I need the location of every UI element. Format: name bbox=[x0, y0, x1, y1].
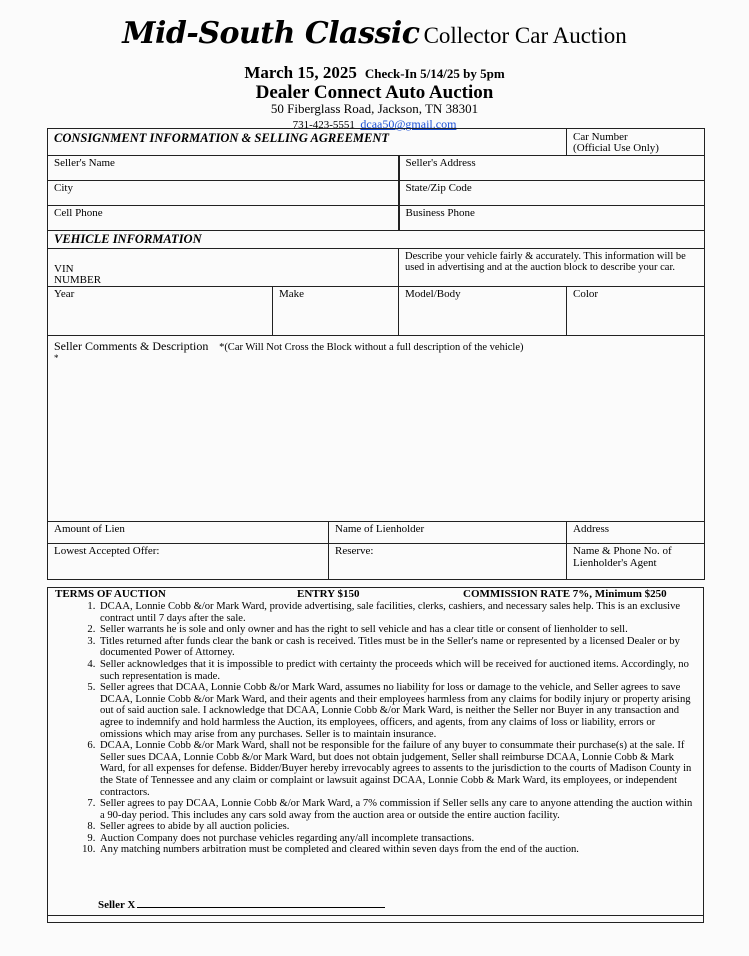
lowest-offer-field[interactable] bbox=[48, 544, 329, 580]
term-item: 4. Seller acknowledges that it is impossible to predict with certainty the proceeds which will be received for auctioned items. Accordingly, no such representation is made. bbox=[98, 659, 695, 682]
terms-list bbox=[48, 601, 703, 856]
term-item: 8. Seller agrees to abide by all auction policies. bbox=[98, 821, 695, 833]
term-item: 5. Seller agrees that DCAA, Lonnie Cobb &/or Mark Ward, assumes no liability for loss or damage to the vehicle, and Seller agrees to save DCAA, Lonnie Cobb &/or Mark Ward, and their agents and their employees harmless from any claims for bodily injury or property arising out of said auction sale. I acknowledge that DCAA, Lonnie Cobb &/or Mark Ward, is neither the Seller nor Buyer in any transaction and agree to indemnify and hold harmless the Auction, its employees, officers, and agents, from any claims of loss or liability, errors or omissions which may arise from any purchases. Seller is to maintain insurance. bbox=[98, 682, 695, 740]
comments-star: * bbox=[54, 353, 59, 363]
term-item: 3. Titles returned after funds clear the bank or cash is received. Titles must be in the Seller's name or represented by a licensed Dealer or by documented Power of Attorney. bbox=[98, 636, 695, 659]
reserve-label: Reserve: bbox=[335, 545, 374, 557]
lienholder-agent-field[interactable] bbox=[567, 544, 705, 580]
auction-date-line bbox=[0, 63, 749, 83]
state-zip-field[interactable] bbox=[399, 181, 705, 206]
checkin-info: Check-In 5/14/25 by 5pm bbox=[364, 66, 505, 81]
auction-title bbox=[0, 16, 749, 51]
vin-field[interactable] bbox=[48, 249, 399, 287]
comments-note: *(Car Will Not Cross the Block without a full description of the vehicle) bbox=[219, 342, 524, 353]
color-label: Color bbox=[573, 288, 599, 300]
terms-header bbox=[48, 588, 703, 601]
seller-signature-area[interactable] bbox=[98, 898, 385, 912]
term-item: 7. Seller agrees to pay DCAA, Lonnie Cobb &/or Mark Ward, a 7% commission if Seller sells any care to anyone attending the auction within a 90-day period. This includes any cars sold away from the auction area or outside the entire auction facility. bbox=[98, 798, 695, 821]
signature-line[interactable] bbox=[137, 898, 385, 908]
seller-signature-label: Seller X bbox=[98, 899, 136, 911]
year-label: Year bbox=[54, 288, 75, 300]
business-phone-field[interactable] bbox=[399, 206, 705, 231]
consignment-heading: CONSIGNMENT INFORMATION & SELLING AGREEMENT bbox=[48, 129, 567, 156]
lienholder-address-field[interactable] bbox=[567, 522, 705, 544]
terms-bottom-rule bbox=[48, 915, 703, 916]
term-item: 10. Any matching numbers arbitration must be completed and cleared within seven days from the end of the auction. bbox=[98, 844, 695, 856]
auction-date: March 15, 2025 bbox=[244, 63, 357, 82]
year-field[interactable] bbox=[48, 287, 273, 336]
car-number-label: Car Number bbox=[573, 131, 628, 143]
lienholder-name-label: Name of Lienholder bbox=[335, 523, 425, 535]
car-number-box[interactable] bbox=[567, 129, 705, 156]
phone-number: 731-423-5551 bbox=[292, 119, 355, 131]
vin-number-label: NUMBER bbox=[54, 274, 102, 286]
reserve-field[interactable] bbox=[329, 544, 567, 580]
comments-label: Seller Comments & Description bbox=[54, 339, 209, 353]
business-phone-label: Business Phone bbox=[405, 207, 475, 219]
lienholder-address-label: Address bbox=[573, 523, 610, 535]
term-item: 9. Auction Company does not purchase vehicles regarding any/all incomplete transactions. bbox=[98, 833, 695, 845]
make-label: Make bbox=[279, 288, 305, 300]
seller-name-label: Seller's Name bbox=[54, 157, 115, 169]
term-item: 2. Seller warrants he is sole and only owner and has the right to sell vehicle and has a clear title or consent of lienholder to sell. bbox=[98, 624, 695, 636]
entry-fee: ENTRY $150 bbox=[297, 588, 360, 600]
lienholder-name-field[interactable] bbox=[329, 522, 567, 544]
cell-phone-label: Cell Phone bbox=[54, 207, 103, 219]
terms-of-auction bbox=[47, 587, 704, 923]
vehicle-info-heading: VEHICLE INFORMATION bbox=[48, 231, 705, 249]
model-body-label: Model/Body bbox=[405, 288, 461, 300]
seller-address-label: Seller's Address bbox=[405, 157, 476, 169]
state-zip-label: State/Zip Code bbox=[405, 182, 472, 194]
seller-address-field[interactable] bbox=[399, 156, 705, 181]
vin-label: VIN bbox=[54, 263, 74, 275]
cell-phone-field[interactable] bbox=[48, 206, 399, 231]
color-field[interactable] bbox=[567, 287, 705, 336]
lienholder-agent-label: Name & Phone No. of Lienholder's Agent bbox=[573, 545, 672, 569]
lien-amount-label: Amount of Lien bbox=[54, 523, 125, 535]
title-script: Mid-South Classic bbox=[122, 16, 420, 51]
term-item: 6. DCAA, Lonnie Cobb &/or Mark Ward, shall not be responsible for the failure of any buyer to consummate their purchase(s) at the sale. If Seller sues DCAA, Lonnie Cobb &/or Mark Ward, but does not obtain judgement, Seller shall reimburse DCAA, Lonnie Cobb & Mark Ward, for all expenses for defense. Bidder/Buyer hereby irrevocably agrees to assents to the jurisdiction to the courts of Madison County in the State of Tennessee and any claim or complaint or lawsuit against DCAA, Lonnie Cobb & Mark Ward, its employees, or independent contractors. bbox=[98, 740, 695, 798]
make-field[interactable] bbox=[273, 287, 399, 336]
venue-address: 50 Fiberglass Road, Jackson, TN 38301 bbox=[270, 101, 479, 116]
describe-note: Describe your vehicle fairly & accurately. This information will be used in advertising and at the auction block to describe your car. bbox=[399, 249, 705, 287]
lowest-offer-label: Lowest Accepted Offer: bbox=[54, 545, 160, 557]
venue-name: Dealer Connect Auto Auction bbox=[255, 82, 494, 103]
seller-comments-field[interactable] bbox=[48, 336, 705, 522]
title-rest: Collector Car Auction bbox=[423, 23, 627, 48]
commission-rate: COMMISSION RATE 7%, Minimum $250 bbox=[463, 588, 667, 600]
terms-heading: TERMS OF AUCTION bbox=[55, 588, 166, 600]
official-use-label: (Official Use Only) bbox=[573, 142, 659, 154]
seller-name-field[interactable] bbox=[48, 156, 399, 181]
email-link[interactable]: dcaa50@gmail.com bbox=[360, 117, 457, 131]
term-item: 1. DCAA, Lonnie Cobb &/or Mark Ward, provide advertising, sale facilities, clerks, cashiers, and necessary sales help. This is an exclusive contract until 7 days after the sale. bbox=[98, 601, 695, 624]
city-field[interactable] bbox=[48, 181, 399, 206]
consignment-table bbox=[47, 128, 705, 580]
model-body-field[interactable] bbox=[399, 287, 567, 336]
city-label: City bbox=[54, 182, 73, 194]
lien-amount-field[interactable] bbox=[48, 522, 329, 544]
